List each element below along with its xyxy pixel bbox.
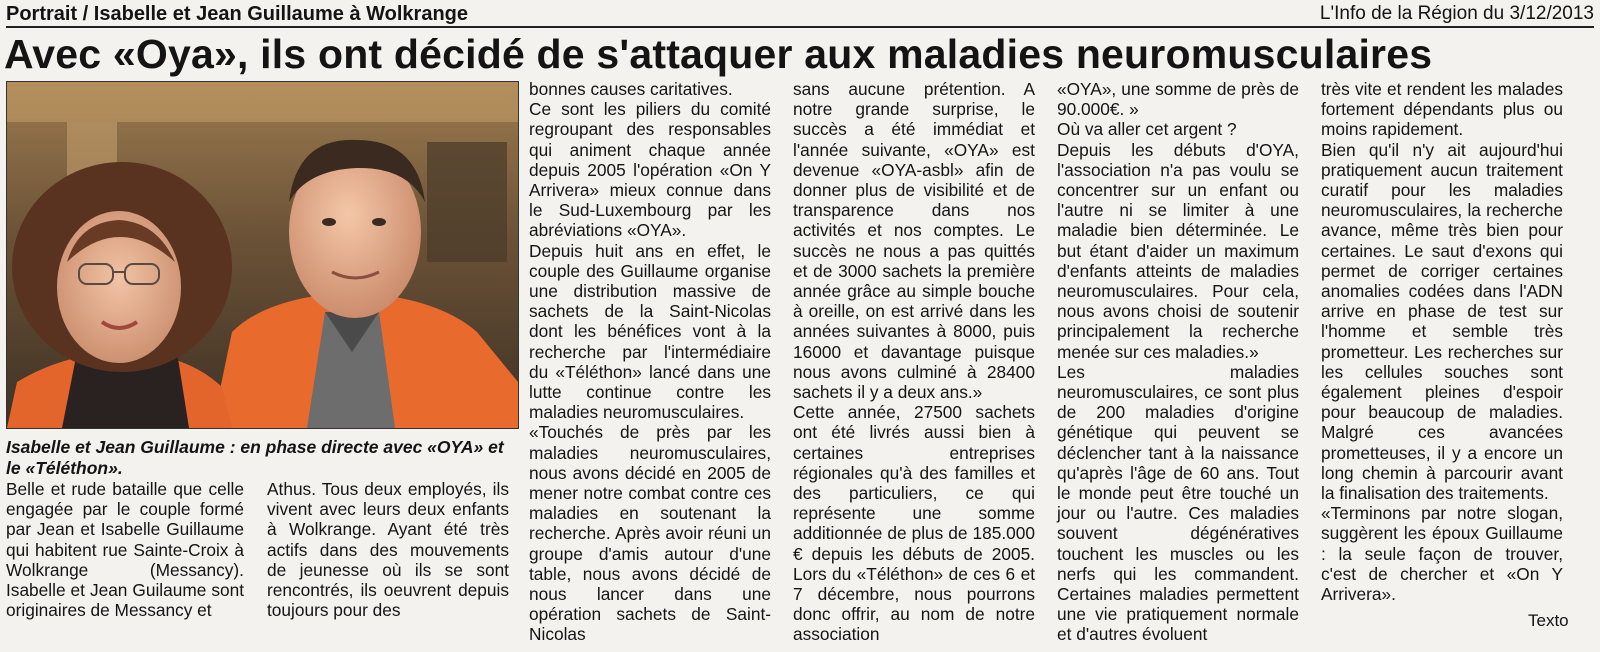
column-5-paragraph: Depuis les débuts d'OYA, l'association n'a pas voulu se concentrer sur un enfant ou l'autre ni se limiter à une maladie bien déterminée. Le but étant d'aider un maximum d'enfants atteints de maladies neuromusculaires. Pour cela, nous avons choisi de soutenir principalement la recherche menée sur ces maladies.»	[1057, 139, 1299, 362]
article-column-2	[267, 479, 509, 620]
article-kicker: Portrait / Isabelle et Jean Guillaume à Wolkrange	[6, 3, 469, 25]
article-column-3	[529, 79, 771, 645]
photo-caption: Isabelle et Jean Guillaume : en phase directe avec «OYA» et le «Téléthon».	[6, 437, 504, 478]
column-2-paragraph: Athus. Tous deux employés, ils vivent avec leurs deux enfants à Wolkrange. Ayant été très actifs dans des mouvements de jeunesse où ils se sont rencontrés, ils oeuvrent depuis toujours pour des	[267, 479, 509, 621]
column-3-paragraph: bonnes causes caritatives.	[529, 79, 733, 99]
column-1-paragraph: Belle et rude bataille que celle engagée par le couple formé par Jean et Isabelle Guillaume qui habitent rue Sainte-Croix à Wolkrange (Messancy). Isabelle et Jean Guilaume sont originaires de Messancy et	[6, 479, 244, 621]
article-column-1	[6, 479, 244, 620]
article-column-5	[1057, 79, 1299, 645]
article-column-4	[793, 79, 1035, 645]
column-3-paragraph: Depuis huit ans en effet, le couple des Guillaume organise une distribution massive de sachets de la Saint-Nicolas dont les bénéfices vont à la recherche par l'intermédiaire du «Téléthon» lancé dans une lutte continue contre les maladies neuromusculaires.	[529, 240, 771, 423]
article-header	[6, 2, 1594, 28]
column-3-paragraph: «Touchés de près par les maladies neuromusculaires, nous avons décidé en 2005 de mener notre combat contre ces maladies en soutenant la recherche. Après avoir réuni un groupe d'amis autour d'une table, nous avons décidé de nous lancer dans une opération sachets de Saint-Nicolas	[529, 422, 771, 645]
article-photo	[6, 81, 519, 429]
column-4-paragraph: sans aucune prétention. A notre grande surprise, le succès a été immédiat et l'année suivante, «OYA» est devenue «OYA-asbl» afin de donner plus de visibilité et de transparence dans nos activités et nos comptes. Le succès ne nous a pas quittés et de 3000 sachets la première année grâce au simple bouche à oreille, on est arrivé dans les années suivantes à 8000, puis 16000 et davantage puisque nous avons culminé à 28400 sachets il y a deux ans.»	[793, 79, 1035, 403]
column-6-paragraph: «Terminons par notre slogan, suggèrent les époux Guillaume : la seule façon de trouver, c'est de chercher et «On Y Arrivera».	[1321, 503, 1563, 605]
column-4-paragraph: Cette année, 27500 sachets ont été livrés aussi bien à certaines entreprises régionales qu'à des familles et des particuliers, ce qui représente une somme additionnée de plus de 185.000 € depuis les débuts de 2005. Lors du «Téléthon» de ces 6 et 7 décembre, nous pourrons donc offrir, au nom de notre association	[793, 402, 1035, 645]
publication-source: L'Info de la Région du 3/12/2013	[1319, 3, 1594, 24]
photo-icon	[7, 82, 518, 428]
article-column-6	[1321, 79, 1563, 604]
column-5-subheading: Où va aller cet argent ?	[1057, 119, 1237, 140]
column-5-paragraph: «OYA», une somme de près de 90.000€. »	[1057, 79, 1299, 120]
author-signature: Texto	[1528, 611, 1569, 630]
article-headline: Avec «Oya», ils ont décidé de s'attaquer aux maladies neuromusculaires	[4, 31, 1433, 77]
column-6-paragraph: très vite et rendent les malades fortement dépendants plus ou moins rapidement.	[1321, 79, 1563, 140]
column-6-paragraph: Bien qu'il n'y ait aujourd'hui pratiquement aucun traitement curatif pour les maladies neuromusculaires, la recherche avance, même très bien pour certaines. Le saut d'exons qui permet de corriger certaines anomalies codées dans l'ADN arrive en phase de test sur l'homme et semble très prometteur. Les recherches sur les cellules souches sont également pleines d'espoir pour beaucoup de maladies. Malgré ces avancées prometteuses, il y a encore un long chemin à parcourir avant la finalisation des traitements.	[1321, 139, 1563, 504]
column-3-paragraph: Ce sont les piliers du comité regroupant des responsables qui animent chaque année depuis 2005 l'opération «On Y Arrivera» mieux connue dans le Sud-Luxembourg par les abréviations «OYA».	[529, 99, 771, 241]
column-5-paragraph: Les maladies neuromusculaires, ce sont plus de 200 maladies d'origine génétique qui peuvent se déclencher tant à la naissance qu'après l'âge de 60 ans. Tout le monde peut être touché un jour ou l'autre. Ces maladies souvent dégénératives touchent les muscles ou les nerfs qui les commandent. Certaines maladies permettent une vie pratiquement normale et d'autres évoluent	[1057, 361, 1299, 645]
